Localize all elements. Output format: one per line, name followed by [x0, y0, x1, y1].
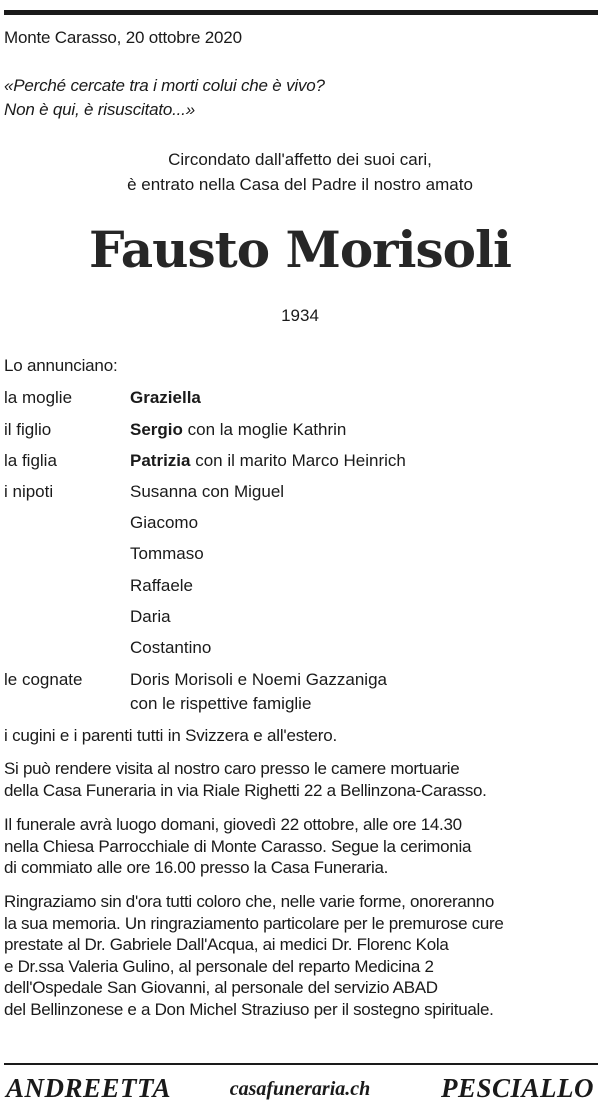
intro-line-2: è entrato nella Casa del Padre il nostro amato — [127, 175, 473, 194]
relative-label: la moglie — [4, 388, 73, 407]
thanks-line: Ringraziamo sin d'ora tutti coloro che, nelle varie forme, onoreranno — [4, 892, 494, 911]
visitation-line: della Casa Funeraria in via Riale Righetti 22 a Bellinzona-Carasso. — [4, 780, 487, 800]
funeral-home-website: casafuneraria.ch — [229, 1078, 371, 1100]
relative-detail: Doris Morisoli e Noemi Gazzaniga — [130, 670, 387, 689]
funeral-line: di commiato alle ore 16.00 presso la Casa Funeraria. — [4, 858, 389, 877]
visitation-paragraph — [4, 758, 487, 801]
relative-detail: Tommaso — [130, 544, 204, 563]
relative-value — [130, 420, 346, 440]
relative-value — [130, 576, 193, 596]
thanks-line: la sua memoria. Un ringraziamento particolare per le premurose cure — [4, 913, 504, 933]
relative-detail: Giacomo — [130, 513, 199, 532]
relative-label: i nipoti — [4, 482, 54, 501]
relative-detail: con la moglie Kathrin — [182, 420, 347, 439]
funeral-line: nella Chiesa Parrocchiale di Monte Carasso. Segue la cerimonia — [4, 836, 472, 856]
relative-detail: Susanna con Miguel — [130, 482, 285, 501]
top-rule — [4, 10, 598, 15]
relative-name: Patrizia — [130, 451, 191, 470]
place-date: Monte Carasso, 20 ottobre 2020 — [4, 28, 242, 47]
relative-value — [130, 544, 204, 564]
relative-detail: Raffaele — [130, 576, 194, 595]
relative-value — [130, 388, 201, 408]
funeral-line: Il funerale avrà luogo domani, giovedì 22 ottobre, alle ore 14.30 — [4, 815, 462, 834]
funeral-paragraph — [4, 814, 471, 879]
relative-value — [130, 482, 284, 502]
relative-name: Graziella — [130, 388, 201, 407]
visitation-line: Si può rendere visita al nostro caro presso le camere mortuarie — [4, 759, 460, 778]
relative-detail: Costantino — [130, 638, 212, 657]
thanks-line: prestate al Dr. Gabriele Dall'Acqua, ai medici Dr. Florenc Kola — [4, 935, 449, 954]
intro-line-1: Circondato dall'affetto dei suoi cari, — [168, 150, 432, 169]
relative-label: il figlio — [4, 420, 52, 439]
relative-value — [130, 607, 171, 627]
quote-line-1: «Perché cercate tra i morti colui che è vivo? — [4, 76, 325, 95]
thanks-line: e Dr.ssa Valeria Gulino, al personale del reparto Medicina 2 — [4, 956, 434, 976]
quote-line-2: Non è qui, è risuscitato...» — [4, 100, 195, 119]
funeral-home-name-left: ANDREETTA — [6, 1073, 172, 1103]
relative-detail: Daria — [130, 607, 171, 626]
announcement-heading: Lo annunciano: — [4, 356, 118, 375]
funeral-home-name-right: PESCIALLO — [440, 1073, 594, 1103]
relative-detail: con il marito Marco Heinrich — [190, 451, 406, 470]
thanks-line: del Bellinzonese e a Don Michel Straziuso per il sostegno spirituale. — [4, 999, 494, 1019]
relative-name: Sergio — [130, 420, 183, 439]
deceased-name: Fausto Morisoli — [88, 220, 512, 279]
relative-value — [130, 513, 198, 533]
relative-value — [130, 638, 211, 658]
relative-value — [130, 670, 387, 690]
relative-detail: con le rispettive famiglie — [130, 694, 312, 713]
relative-label: le cognate — [4, 670, 83, 689]
birth-year: 1934 — [281, 306, 319, 325]
relative-label: la figlia — [4, 451, 57, 470]
other-relatives: i cugini e i parenti tutti in Svizzera e all'estero. — [4, 726, 338, 745]
bottom-rule — [4, 1063, 598, 1065]
relative-value — [130, 451, 406, 471]
relative-value — [130, 694, 311, 714]
thanks-paragraph — [4, 891, 504, 1020]
thanks-line: dell'Ospedale San Giovanni, al personale del servizio ABAD — [4, 978, 438, 997]
